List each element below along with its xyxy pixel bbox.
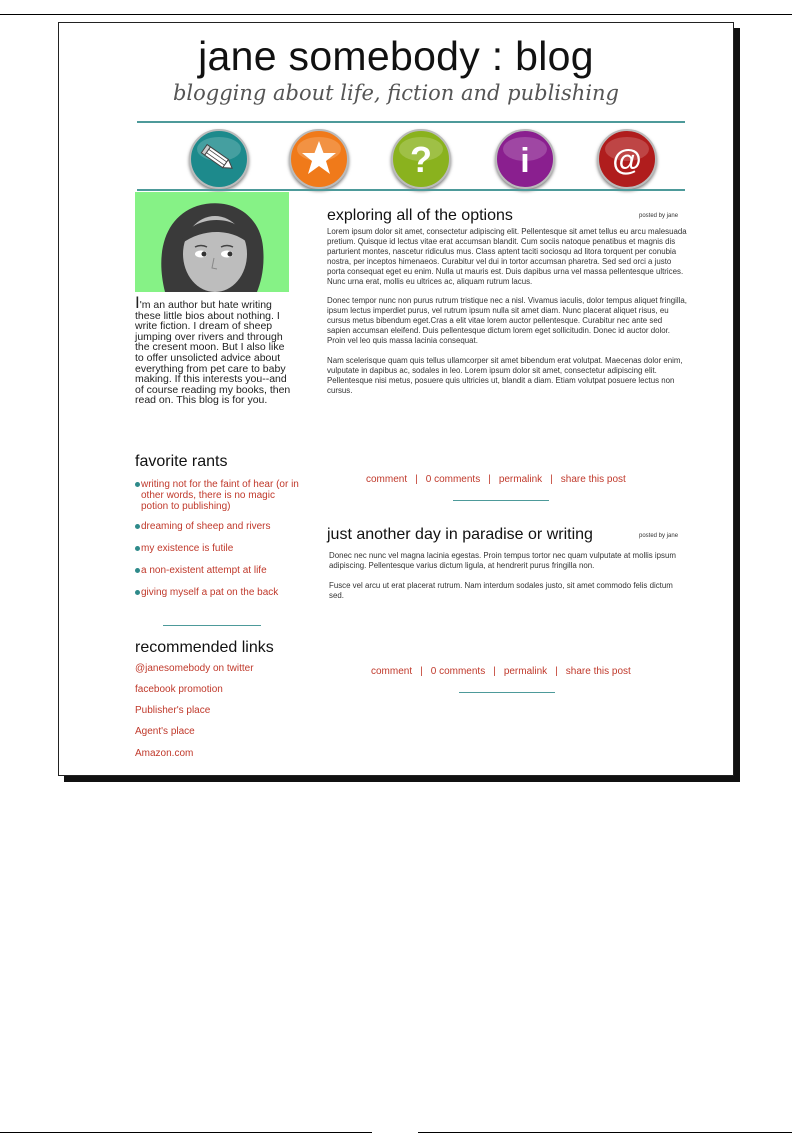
nav-favorites-button[interactable] [289,129,349,189]
svg-text:i: i [520,142,530,180]
post-paragraph: Lorem ipsum dolor sit amet, consectetur adipiscing elit. Pellentesque sit amet tellus eu arcu malesuada pretium. Quisque id lectus vitae erat accumsan blandit. Cum sociis natoque penatibus et magnis dis parturient montes, nascetur ridiculus mus. Class aptent taciti sociosqu ad litora torquent per conubia nostra, per inceptos himenaeos. Curabitur vel dui in tortor accumsan pharetra. Sed sed orci a justo porta consequat eget eu enim. Nulla ut mauris est. Duis dapibus urna vel massa pellentesque ultrices. Nunc urna erat, mollis eu ultrices ac, aliquam rutrum lacus. [327,227,687,286]
author-photo [135,192,289,292]
rant-link[interactable]: a non-existent attempt at life [135,565,301,576]
at-icon [599,131,655,187]
separator: | [550,474,553,485]
sidebar-divider [163,625,261,626]
rant-link[interactable]: my existence is futile [135,543,301,554]
page-bottom-rule-left [0,1132,372,1133]
post-title[interactable]: exploring all of the options [327,207,513,224]
recommended-links-heading: recommended links [135,639,274,656]
share-post-link[interactable]: share this post [560,474,626,485]
svg-text:?: ? [410,139,432,180]
post-divider [453,500,549,501]
star-icon [291,131,347,187]
pencil-icon [191,131,247,187]
nav-divider [137,189,685,191]
author-portrait-image [135,192,289,292]
nav-write-button[interactable] [189,129,249,189]
publisher-link[interactable]: Publisher's place [135,705,211,716]
separator: | [555,666,558,677]
blog-mockup-frame [58,22,734,776]
post-title[interactable]: just another day in paradise or writing [327,526,593,543]
svg-text:@: @ [612,144,642,177]
comments-count-link[interactable]: 0 comments [430,666,486,677]
rant-link[interactable]: dreaming of sheep and rivers [135,521,301,532]
bullet-dot-icon [135,590,140,595]
permalink-link[interactable]: permalink [503,666,548,677]
rant-link[interactable]: writing not for the faint of hear (or in other words, there is no magic potion to publishing) [135,479,301,512]
author-bio [135,293,293,407]
comment-link[interactable]: comment [366,474,408,485]
favorite-rants-heading: favorite rants [135,453,228,470]
nav-about-button[interactable] [391,129,451,189]
post-author: posted by jane [639,533,679,539]
agent-link[interactable]: Agent's place [135,726,195,737]
post-body [327,227,687,406]
bullet-dot-icon [135,524,140,529]
facebook-link[interactable]: facebook promotion [135,684,223,695]
share-post-link[interactable]: share this post [565,666,631,677]
page-top-rule [0,14,792,15]
post-author: posted by jane [639,213,679,219]
post-paragraph: Donec tempor nunc non purus rutrum tristique nec a nisl. Vivamus iaculis, dolor tempus aliquet fringilla, ipsum lectus imperdiet purus, vel rutrum ipsum nulla sit amet diam. Nunc placerat aliquet risus, eu cursus metus bibendum eget.Cras a elit vitae lorem auctor pellentesque. Curabitur nec ante sed sapien accumsan eleifend. Duis pellentesque dictum lorem eget sollicitudin. Donec id auctor dolor. Proin vel leo quis massa lacinia consequat. [327,296,687,346]
post-body [329,551,685,611]
site-title: jane somebody : blog [198,33,594,79]
post-paragraph: Nam scelerisque quam quis tellus ullamcorper sit amet bibendum erat volutpat. Maecenas dolor enim, vulputate in dapibus ac, sodales in leo. Lorem ipsum dolor sit amet, consectetur adipiscing elit. Pellentesque nisi metus, posuere quis ultricies ut, blandit a diam. Etiam volutpat posuere lectus non cursus. [327,355,683,395]
nav-contact-button[interactable] [597,129,657,189]
site-subtitle: blogging about life, fiction and publishing [172,81,620,105]
page-bottom-rule-right [418,1132,792,1133]
comments-count-link[interactable]: 0 comments [425,474,481,485]
post-actions [366,474,626,485]
separator: | [415,474,418,485]
icon-navigation [189,129,642,189]
rant-link[interactable]: giving myself a pat on the back [135,587,301,598]
header-divider [137,121,685,123]
bullet-dot-icon [135,546,140,551]
bullet-dot-icon [135,482,140,487]
post-actions [371,666,631,677]
info-icon [497,131,553,187]
post-paragraph: Fusce vel arcu ut erat placerat rutrum. Nam interdum sodales justo, sit amet commodo felis dictum sed. [329,580,673,600]
permalink-link[interactable]: permalink [498,474,543,485]
bio-dropcap: I [135,293,140,312]
post-divider [459,692,555,693]
comment-link[interactable]: comment [371,666,413,677]
bullet-dot-icon [135,568,140,573]
bio-text: 'm an author but hate writing these little bios about nothing. I write fiction. I dream of sheep jumping over rivers and through the cresent moon. But I also like to offer unsolicted advice about everything from pet care to baby making. If this interests you--and of course reading my books, then read on. This blog is for you. [135,299,291,407]
separator: | [420,666,423,677]
question-icon [393,131,449,187]
nav-info-button[interactable] [495,129,555,189]
separator: | [493,666,496,677]
separator: | [488,474,491,485]
amazon-link[interactable]: Amazon.com [135,748,194,759]
twitter-link[interactable]: @janesomebody on twitter [135,663,254,674]
post-paragraph: Donec nec nunc vel magna lacinia egestas. Proin tempus tortor nec quam vulputate at mollis ipsum adipiscing. Pellentesque varius dictum ligula, at hendrerit purus fringilla non. [329,551,676,570]
